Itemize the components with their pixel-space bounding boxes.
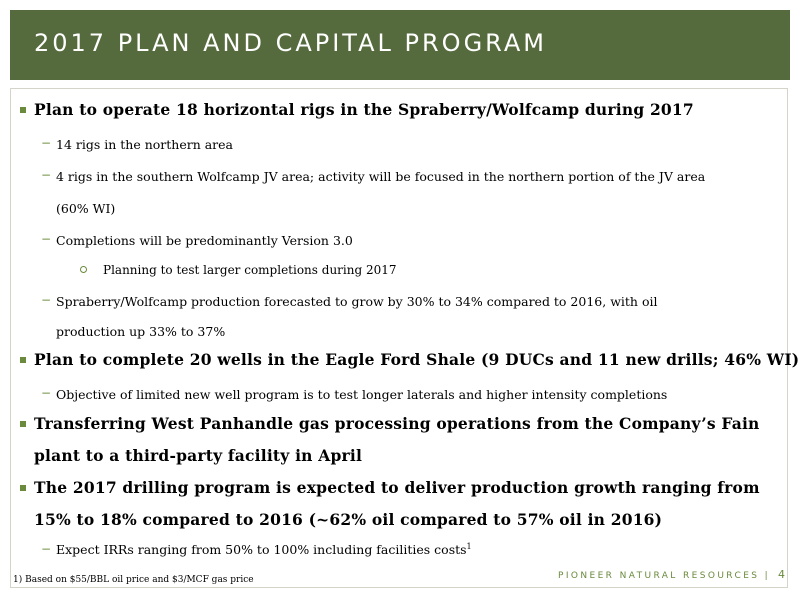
dash-icon: − [41,386,52,400]
sub-bullet-4-1 [56,542,472,557]
footnote: 1) Based on $55/BBL oil price and $3/MCF gas price [13,575,254,585]
footnote-marker: 1 [466,542,472,551]
dash-icon: − [41,136,52,150]
bullet-square-icon [20,357,26,363]
sub-bullet-1-2: 4 rigs in the southern Wolfcamp JV area; activity will be focused in the northern portion of the JV area [56,169,706,184]
sub-bullet-1-1: 14 rigs in the northern area [56,137,234,152]
sub-sub-bullet-1-3-1: Planning to test larger completions during 2017 [103,263,397,277]
bullet-square-icon [20,485,26,491]
title-bar [10,10,790,80]
sub-bullet-1-2-cont: (60% WI) [56,201,116,216]
dash-icon: − [41,293,52,307]
page-number: 4 [778,568,785,581]
page-title: 2017 PLAN AND CAPITAL PROGRAM [34,29,547,57]
bullet-square-icon [20,421,26,427]
dash-icon: − [41,232,52,246]
dash-icon: − [41,542,52,556]
sub-bullet-1-3: Completions will be predominantly Version 3.0 [56,233,353,248]
sub-bullet-2-1: Objective of limited new well program is to test longer laterals and higher intensity completions [56,387,668,402]
sub-bullet-1-4: Spraberry/Wolfcamp production forecasted to grow by 30% to 34% compared to 2016, with oil [56,294,658,309]
sub-bullet-4-1-text: Expect IRRs ranging from 50% to 100% including facilities costs [56,542,467,558]
dash-icon: − [41,168,52,182]
sub-bullet-1-4-cont: production up 33% to 37% [56,324,226,339]
company-brand: PIONEER NATURAL RESOURCES | [558,571,771,581]
bullet-4-cont: 15% to 18% compared to 2016 (~62% oil compared to 57% oil in 2016) [34,510,663,529]
bullet-square-icon [20,107,26,113]
bullet-2: Plan to complete 20 wells in the Eagle Ford Shale (9 DUCs and 11 new drills; 46% WI) [34,350,800,369]
bullet-1: Plan to operate 18 horizontal rigs in the Spraberry/Wolfcamp during 2017 [34,100,694,119]
bullet-3-cont: plant to a third-party facility in April [34,446,363,465]
bullet-3: Transferring West Panhandle gas processing operations from the Company’s Fain [34,414,760,433]
circle-bullet-icon [80,266,87,273]
bullet-4: The 2017 drilling program is expected to deliver production growth ranging from [34,478,760,497]
